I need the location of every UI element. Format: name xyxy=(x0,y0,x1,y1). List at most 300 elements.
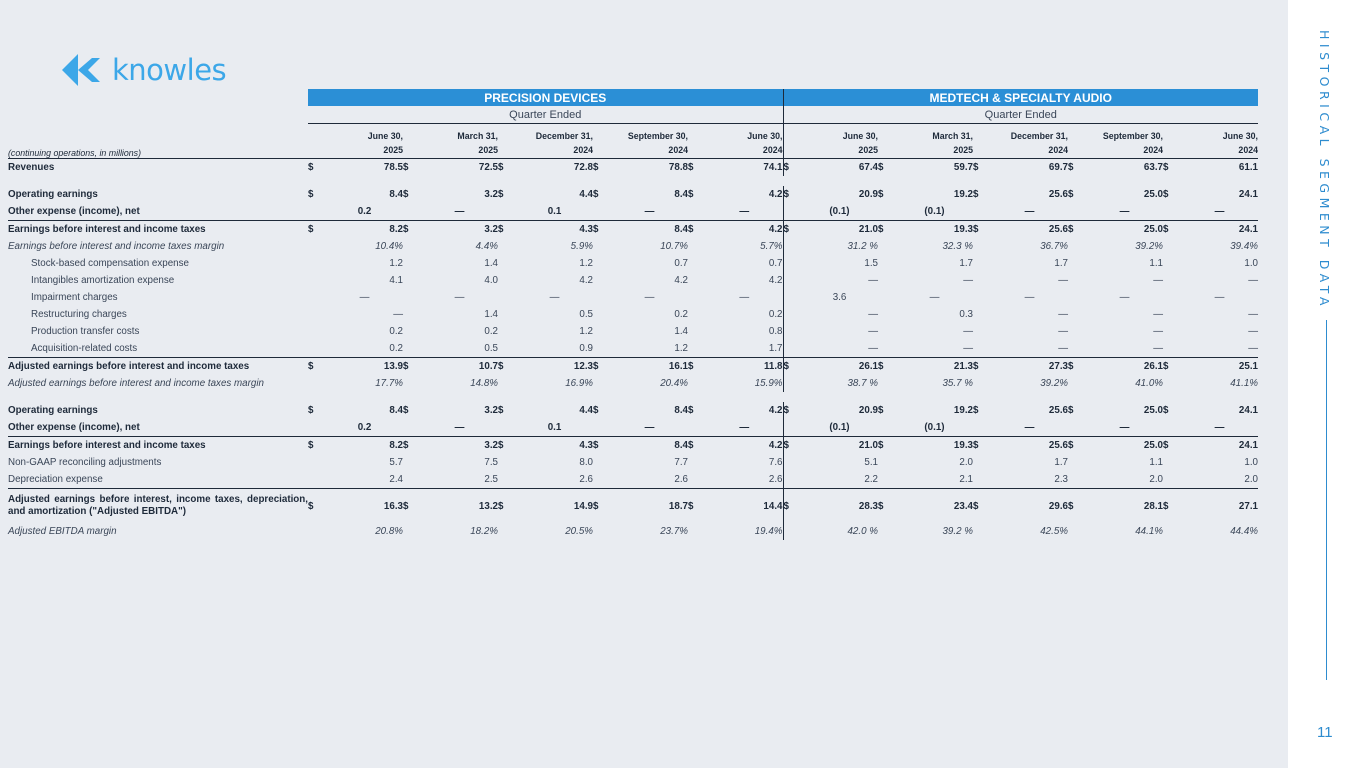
cell-value: 24.1 xyxy=(1238,405,1258,416)
cell-value: 1.0 xyxy=(1244,258,1258,269)
row-label: Adjusted earnings before interest and income taxes margin xyxy=(8,378,264,389)
currency-symbol xyxy=(878,203,896,221)
cell-value: — xyxy=(1153,309,1163,320)
currency-symbol xyxy=(1163,238,1181,255)
cell-value: 1.4 xyxy=(484,309,498,320)
period-header: September 30, xyxy=(627,131,688,141)
cell-value: 20.5% xyxy=(565,526,593,537)
knowles-logo-icon xyxy=(62,52,108,88)
cell-value: 16.1 xyxy=(611,358,688,376)
currency-symbol xyxy=(783,419,801,437)
currency-symbol: $ xyxy=(783,162,789,173)
currency-symbol xyxy=(593,523,611,540)
cell-value: 42.0 % xyxy=(847,526,878,537)
currency-symbol: $ xyxy=(783,221,801,239)
table-row xyxy=(8,437,1258,455)
cell-value: 4.4 xyxy=(579,405,593,416)
currency-symbol xyxy=(593,471,611,489)
currency-symbol: $ xyxy=(593,405,599,416)
cell-value: 19.2 xyxy=(953,405,973,416)
currency-symbol: $ xyxy=(403,189,409,200)
cell-value: 1.5 xyxy=(864,258,878,269)
currency-symbol xyxy=(498,238,516,255)
table-row xyxy=(8,419,1258,437)
currency-symbol: $ xyxy=(403,437,421,455)
units-label: (continuing operations, in millions) xyxy=(8,141,308,159)
cell-value: — xyxy=(1024,422,1035,433)
currency-symbol xyxy=(403,375,421,392)
cell-value: 44.4% xyxy=(1230,526,1258,537)
cell-value: 13.2 xyxy=(421,489,498,524)
currency-symbol xyxy=(878,272,896,289)
row-label: Restructuring charges xyxy=(31,309,127,320)
period-header: 2024 xyxy=(593,141,688,159)
period-header: 2024 xyxy=(498,141,593,159)
table-row xyxy=(8,221,1258,239)
currency-symbol xyxy=(498,255,516,272)
cell-value: 18.2% xyxy=(470,526,498,537)
cell-value: 24.1 xyxy=(1181,221,1258,239)
row-label: Other expense (income), net xyxy=(8,206,140,217)
period-header: 2024 xyxy=(1068,141,1163,159)
period-header: 2025 xyxy=(308,141,403,159)
cell-value: 28.3 xyxy=(801,489,878,524)
row-label: Adjusted earnings before interest, income taxes, depreciation, and amortization ("Adjusted EBITDA") xyxy=(8,489,308,524)
cell-value: (0.1) xyxy=(924,422,945,433)
period-header: March 31, xyxy=(457,131,498,141)
currency-symbol xyxy=(688,454,706,471)
cell-value: 3.2 xyxy=(484,405,498,416)
cell-value: 4.1 xyxy=(389,275,403,286)
table-row xyxy=(8,375,1258,392)
currency-symbol xyxy=(973,340,991,358)
cell-value: 42.5% xyxy=(1040,526,1068,537)
cell-value: 0.1 xyxy=(547,206,562,217)
cell-value: 2.3 xyxy=(1054,474,1068,485)
cell-value: 7.7 xyxy=(674,457,688,468)
currency-symbol: $ xyxy=(593,162,599,173)
currency-symbol: $ xyxy=(308,405,314,416)
cell-value: 72.8 xyxy=(573,162,593,173)
cell-value: 5.7 xyxy=(389,457,403,468)
currency-symbol xyxy=(688,340,706,358)
currency-symbol: $ xyxy=(1163,189,1169,200)
cell-value: 0.2 xyxy=(357,206,372,217)
cell-value: 67.4 xyxy=(858,162,878,173)
cell-value: 14.8% xyxy=(470,378,498,389)
cell-value: 0.7 xyxy=(674,258,688,269)
currency-symbol: $ xyxy=(1068,437,1086,455)
cell-value: 26.1 xyxy=(801,358,878,376)
currency-symbol: $ xyxy=(1163,162,1169,173)
cell-value: 14.9 xyxy=(516,489,593,524)
currency-symbol xyxy=(308,471,326,489)
currency-symbol xyxy=(878,289,896,306)
cell-value: 59.7 xyxy=(953,162,973,173)
cell-value: 4.2 xyxy=(706,272,783,289)
cell-value: — xyxy=(1214,422,1225,433)
cell-value: 8.4 xyxy=(611,221,688,239)
currency-symbol: $ xyxy=(783,405,789,416)
cell-value: — xyxy=(1153,326,1163,337)
cell-value: 21.3 xyxy=(896,358,973,376)
currency-symbol: $ xyxy=(498,405,504,416)
cell-value: 12.3 xyxy=(516,358,593,376)
currency-symbol xyxy=(878,255,896,272)
cell-value: — xyxy=(1058,343,1068,354)
currency-symbol xyxy=(308,419,326,437)
cell-value: 25.6 xyxy=(991,437,1068,455)
cell-value: 16.9% xyxy=(565,378,593,389)
cell-value: 2.0 xyxy=(959,457,973,468)
cell-value: — xyxy=(454,292,465,303)
cell-value: 0.2 xyxy=(389,343,403,354)
row-label: Earnings before interest and income taxes xyxy=(8,221,308,239)
currency-symbol: $ xyxy=(688,437,706,455)
segment-header-precision-devices: PRECISION DEVICES xyxy=(308,89,783,106)
cell-value: — xyxy=(644,206,655,217)
period-header: December 31, xyxy=(535,131,593,141)
currency-symbol xyxy=(688,238,706,255)
cell-value: 25.0 xyxy=(1086,221,1163,239)
currency-symbol: $ xyxy=(1068,358,1086,376)
currency-symbol xyxy=(593,454,611,471)
period-header: 2025 xyxy=(878,141,973,159)
table-row xyxy=(8,186,1258,203)
currency-symbol xyxy=(973,203,991,221)
row-label: Intangibles amortization expense xyxy=(31,275,175,286)
currency-symbol xyxy=(783,255,801,272)
currency-symbol: $ xyxy=(1068,189,1074,200)
currency-symbol: $ xyxy=(308,162,314,173)
currency-symbol xyxy=(973,289,991,306)
cell-value: — xyxy=(644,422,655,433)
currency-symbol xyxy=(308,523,326,540)
cell-value: — xyxy=(1214,206,1225,217)
cell-value: — xyxy=(1119,206,1130,217)
currency-symbol: $ xyxy=(878,405,884,416)
currency-symbol xyxy=(308,375,326,392)
currency-symbol: $ xyxy=(783,189,789,200)
cell-value: 0.2 xyxy=(357,422,372,433)
cell-value: 74.1 xyxy=(706,159,783,177)
cell-value: 3.2 xyxy=(421,221,498,239)
currency-symbol xyxy=(878,323,896,340)
cell-value: 61.1 xyxy=(1238,162,1258,173)
cell-value: — xyxy=(1058,275,1068,286)
currency-symbol xyxy=(1068,523,1086,540)
cell-value: 11.8 xyxy=(706,358,783,376)
cell-value: 38.7 % xyxy=(847,378,878,389)
currency-symbol xyxy=(1163,255,1181,272)
currency-symbol xyxy=(783,471,801,489)
row-label: Other expense (income), net xyxy=(8,422,140,433)
currency-symbol xyxy=(688,255,706,272)
currency-symbol xyxy=(403,454,421,471)
cell-value: (0.1) xyxy=(829,422,850,433)
period-header: June 30, xyxy=(1222,131,1258,141)
cell-value: 4.3 xyxy=(516,221,593,239)
cell-value: 2.1 xyxy=(959,474,973,485)
currency-symbol xyxy=(688,523,706,540)
cell-value: 63.7 xyxy=(1143,162,1163,173)
row-label: Earnings before interest and income taxes margin xyxy=(8,241,225,252)
cell-value: 1.7 xyxy=(1054,258,1068,269)
cell-value: — xyxy=(1119,292,1130,303)
currency-symbol xyxy=(688,203,706,221)
table-row xyxy=(8,340,1258,358)
cell-value: 25.1 xyxy=(1181,358,1258,376)
currency-symbol: $ xyxy=(1163,489,1181,524)
currency-symbol xyxy=(688,306,706,323)
cell-value: 20.9 xyxy=(858,405,878,416)
cell-value: 0.7 xyxy=(706,255,783,272)
cell-value: 8.4 xyxy=(674,189,688,200)
currency-symbol: $ xyxy=(403,489,421,524)
currency-symbol xyxy=(308,238,326,255)
cell-value: 7.6 xyxy=(706,454,783,471)
segment-header-medtech: MEDTECH & SPECIALTY AUDIO xyxy=(783,89,1258,106)
cell-value: 8.0 xyxy=(579,457,593,468)
cell-value: — xyxy=(1058,309,1068,320)
cell-value: 20.9 xyxy=(858,189,878,200)
currency-symbol: $ xyxy=(783,358,801,376)
cell-value: 8.4 xyxy=(389,189,403,200)
currency-symbol xyxy=(973,306,991,323)
cell-value: 41.1% xyxy=(1230,378,1258,389)
currency-symbol: $ xyxy=(688,189,694,200)
cell-value: 8.4 xyxy=(389,405,403,416)
currency-symbol: $ xyxy=(593,189,599,200)
currency-symbol: $ xyxy=(878,489,896,524)
row-label: Depreciation expense xyxy=(8,474,103,485)
currency-symbol: $ xyxy=(973,221,991,239)
cell-value: 39.4% xyxy=(1230,241,1258,252)
currency-symbol xyxy=(783,238,801,255)
row-label: Operating earnings xyxy=(8,189,98,200)
currency-symbol xyxy=(973,471,991,489)
currency-symbol xyxy=(308,323,326,340)
currency-symbol xyxy=(973,419,991,437)
cell-value: 1.2 xyxy=(674,343,688,354)
currency-symbol xyxy=(498,323,516,340)
cell-value: — xyxy=(1153,343,1163,354)
currency-symbol: $ xyxy=(498,489,516,524)
currency-symbol xyxy=(783,375,801,392)
cell-value: 4.0 xyxy=(484,275,498,286)
currency-symbol: $ xyxy=(593,437,611,455)
currency-symbol: $ xyxy=(498,221,516,239)
cell-value: 20.4% xyxy=(660,378,688,389)
currency-symbol: $ xyxy=(1068,221,1086,239)
currency-symbol: $ xyxy=(878,358,896,376)
currency-symbol xyxy=(783,454,801,471)
row-label: Stock-based compensation expense xyxy=(31,258,189,269)
currency-symbol: $ xyxy=(973,437,991,455)
cell-value: 21.0 xyxy=(801,437,878,455)
row-label: Impairment charges xyxy=(31,292,118,303)
row-label: Adjusted earnings before interest and income taxes xyxy=(8,358,308,376)
currency-symbol: $ xyxy=(403,221,421,239)
currency-symbol: $ xyxy=(403,405,409,416)
cell-value: — xyxy=(359,292,370,303)
cell-value: 19.2 xyxy=(953,189,973,200)
cell-value: 14.4 xyxy=(706,489,783,524)
cell-value: (0.1) xyxy=(829,206,850,217)
period-header: December 31, xyxy=(1010,131,1068,141)
cell-value: 18.7 xyxy=(611,489,688,524)
cell-value: 1.7 xyxy=(959,258,973,269)
currency-symbol: $ xyxy=(688,221,706,239)
cell-value: 17.7% xyxy=(375,378,403,389)
currency-symbol xyxy=(1163,523,1181,540)
period-header: June 30, xyxy=(842,131,878,141)
currency-symbol xyxy=(878,471,896,489)
cell-value: 1.1 xyxy=(1149,457,1163,468)
currency-symbol xyxy=(783,306,801,323)
cell-value: 8.4 xyxy=(611,437,688,455)
currency-symbol xyxy=(973,523,991,540)
currency-symbol xyxy=(973,375,991,392)
currency-symbol xyxy=(403,340,421,358)
cell-value: 2.0 xyxy=(1149,474,1163,485)
currency-symbol xyxy=(498,203,516,221)
currency-symbol xyxy=(783,523,801,540)
currency-symbol xyxy=(593,323,611,340)
cell-value: 4.2 xyxy=(706,402,783,419)
cell-value: — xyxy=(1024,292,1035,303)
currency-symbol xyxy=(1163,419,1181,437)
currency-symbol xyxy=(1068,306,1086,323)
cell-value: 25.6 xyxy=(1048,189,1068,200)
cell-value: 1.1 xyxy=(1149,258,1163,269)
cell-value: 32.3 % xyxy=(942,241,973,252)
cell-value: — xyxy=(644,292,655,303)
currency-symbol: $ xyxy=(973,189,979,200)
currency-symbol: $ xyxy=(593,358,611,376)
currency-symbol xyxy=(403,289,421,306)
currency-symbol xyxy=(688,323,706,340)
currency-symbol xyxy=(783,203,801,221)
cell-value: 19.3 xyxy=(896,437,973,455)
currency-symbol: $ xyxy=(1068,405,1074,416)
row-label: Production transfer costs xyxy=(31,326,140,337)
currency-symbol xyxy=(688,375,706,392)
row-label: Adjusted EBITDA margin xyxy=(8,526,117,537)
currency-symbol xyxy=(403,306,421,323)
currency-symbol: $ xyxy=(1163,221,1181,239)
row-label: Acquisition-related costs xyxy=(31,343,138,354)
cell-value: 25.0 xyxy=(1143,189,1163,200)
currency-symbol xyxy=(1163,471,1181,489)
period-header: 2024 xyxy=(973,141,1068,159)
table-row xyxy=(8,203,1258,221)
currency-symbol xyxy=(1163,340,1181,358)
cell-value: 2.2 xyxy=(864,474,878,485)
cell-value: — xyxy=(454,206,465,217)
currency-symbol xyxy=(403,471,421,489)
cell-value: 28.1 xyxy=(1086,489,1163,524)
currency-symbol xyxy=(498,272,516,289)
cell-value: 0.9 xyxy=(579,343,593,354)
currency-symbol xyxy=(783,323,801,340)
cell-value: — xyxy=(1248,309,1258,320)
period-header: 2025 xyxy=(783,141,878,159)
cell-value: 2.5 xyxy=(484,474,498,485)
currency-symbol: $ xyxy=(498,189,504,200)
table-row xyxy=(8,306,1258,323)
currency-symbol xyxy=(878,306,896,323)
currency-symbol xyxy=(593,203,611,221)
cell-value: 25.0 xyxy=(1086,437,1163,455)
cell-value: — xyxy=(549,292,560,303)
table-row xyxy=(8,523,1258,540)
cell-value: 10.7 xyxy=(421,358,498,376)
date-header-row xyxy=(8,141,1258,159)
currency-symbol xyxy=(593,238,611,255)
currency-symbol xyxy=(403,419,421,437)
cell-value: 0.8 xyxy=(706,323,783,340)
cell-value: 24.1 xyxy=(1238,189,1258,200)
spacer-row xyxy=(8,392,1258,402)
cell-value: 2.6 xyxy=(674,474,688,485)
cell-value: 31.2 % xyxy=(847,241,878,252)
currency-symbol xyxy=(688,272,706,289)
cell-value: — xyxy=(1153,275,1163,286)
cell-value: 0.2 xyxy=(484,326,498,337)
currency-symbol xyxy=(593,255,611,272)
table-row xyxy=(8,272,1258,289)
period-header: June 30, xyxy=(367,131,403,141)
currency-symbol: $ xyxy=(878,189,884,200)
currency-symbol xyxy=(973,323,991,340)
currency-symbol xyxy=(403,323,421,340)
currency-symbol xyxy=(308,272,326,289)
spacer-row xyxy=(8,176,1258,186)
currency-symbol xyxy=(308,340,326,358)
currency-symbol xyxy=(973,272,991,289)
cell-value: 5.1 xyxy=(864,457,878,468)
period-header: 2025 xyxy=(403,141,498,159)
currency-symbol: $ xyxy=(1068,162,1074,173)
cell-value: 3.2 xyxy=(421,437,498,455)
cell-value: 13.9 xyxy=(326,358,403,376)
currency-symbol xyxy=(688,289,706,306)
cell-value: — xyxy=(868,275,878,286)
currency-symbol xyxy=(783,289,801,306)
cell-value: — xyxy=(706,203,783,221)
cell-value: — xyxy=(1119,422,1130,433)
quarter-ended-label: Quarter Ended xyxy=(308,106,783,124)
cell-value: 72.5 xyxy=(478,162,498,173)
currency-symbol xyxy=(878,523,896,540)
cell-value: 0.2 xyxy=(706,306,783,323)
currency-symbol xyxy=(878,375,896,392)
currency-symbol xyxy=(878,419,896,437)
cell-value: 0.5 xyxy=(579,309,593,320)
currency-symbol xyxy=(403,238,421,255)
currency-symbol: $ xyxy=(403,358,421,376)
currency-symbol xyxy=(1068,255,1086,272)
cell-value: 39.2 % xyxy=(942,526,973,537)
date-header-row xyxy=(8,124,1258,142)
cell-value: 8.4 xyxy=(674,405,688,416)
cell-value: 1.2 xyxy=(389,258,403,269)
cell-value: 1.4 xyxy=(484,258,498,269)
currency-symbol xyxy=(1163,323,1181,340)
knowles-wordmark: knowles xyxy=(112,53,227,87)
currency-symbol xyxy=(1068,238,1086,255)
